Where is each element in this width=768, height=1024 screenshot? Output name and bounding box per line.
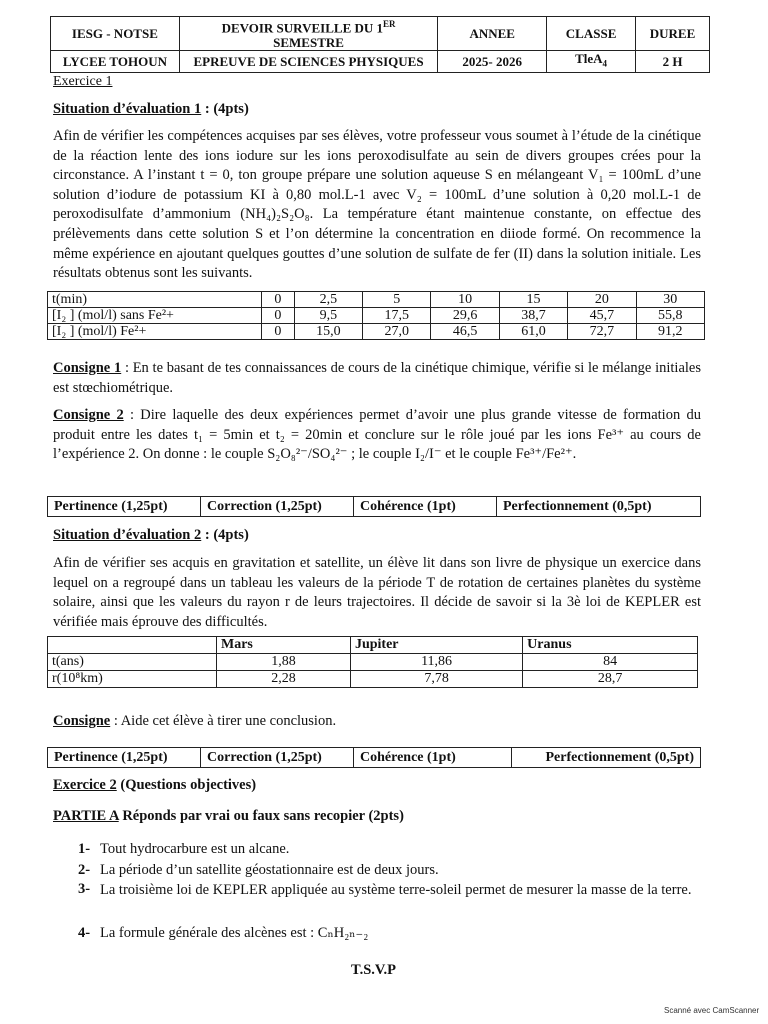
cell: 1,88 bbox=[217, 654, 351, 671]
partie-a-text: Réponds par vrai ou faux sans recopier (2pts) bbox=[118, 808, 404, 824]
cell: 84 bbox=[523, 654, 698, 671]
school-name: IESG - NOTSE bbox=[51, 17, 180, 51]
question-number: 3- bbox=[78, 881, 91, 897]
devoir-main: DEVOIR SURVEILLE DU 1 bbox=[221, 20, 384, 36]
cell: 0 bbox=[262, 324, 295, 340]
criteria-table-2 bbox=[47, 747, 701, 768]
header-table bbox=[50, 16, 710, 73]
criteria-table-1 bbox=[47, 496, 701, 517]
duree-value: 2 H bbox=[636, 51, 710, 73]
cell: 15,0 bbox=[294, 324, 362, 340]
situation1-title bbox=[53, 101, 701, 118]
question-number: 4- bbox=[78, 925, 91, 941]
criterion-perfectionnement: Perfectionnement (0,5pt) bbox=[497, 497, 701, 517]
row-label: [I₂ ] (mol/l) Fe²+ bbox=[48, 324, 262, 340]
classe-sub: 4 bbox=[602, 58, 608, 69]
table-header-row bbox=[48, 637, 698, 654]
question-number: 1- bbox=[78, 841, 91, 857]
table-row bbox=[48, 308, 705, 324]
consigne2-text: : Dire laquelle des deux expériences permet d’avoir une plus grande vitesse de formation du produit entre les dates t₁ = 5min et t₂ = 20min et conclure sur le rôle joué par les ions Fe³⁺ au cours de l’expérience 2. On donne : le couple S₂O₈²⁻/SO₄²⁻ ; le couple I₂/I⁻ et le couple Fe³⁺/Fe²⁺. bbox=[53, 407, 701, 463]
table-row bbox=[48, 292, 705, 308]
question-1 bbox=[78, 839, 698, 859]
exercice2-suffix: (Questions objectives) bbox=[116, 777, 257, 793]
cell: 91,2 bbox=[636, 324, 704, 340]
situation2-label: Situation d’évaluation 2 bbox=[53, 527, 202, 543]
header-cell: Uranus bbox=[523, 637, 698, 654]
cell: 0 bbox=[262, 292, 295, 308]
cell: 10 bbox=[431, 292, 499, 308]
cell: 9,5 bbox=[294, 308, 362, 324]
situation1-paragraph: Afin de vérifier les compétences acquises par ses élèves, votre professeur vous soumet à l’étude de la cinétique de la réaction lente des ions iodure sur les ions peroxodisulfate au sein de divers groupes crées pour la circonstance. A l’instant t = 0, ton groupe prépare une solution aqueuse S en mélangeant V₁ = 100mL d’une solution d’iodure de potassium KI à 0,80 mol.L-1 avec V₂ = 100mL d’une solution à 0,20 mol.L-1 de peroxodisulfate d’ammonium (NH₄)₂S₂O₈. La température étant maintenue constante, on effectue des prélèvements dans cette solution S et l’on détermine la concentration en diiode formé. On recommence la même expérience en ajoutant quelques gouttes d’une solution de sulfate de fer (II) dans la solution initiale. Les résultats obtenus sont les suivants. bbox=[53, 128, 701, 282]
row-label: r(10⁸km) bbox=[48, 671, 217, 688]
cell: 15 bbox=[499, 292, 567, 308]
cell: 2,28 bbox=[217, 671, 351, 688]
devoir-sup: ER bbox=[383, 19, 396, 29]
consigne2-label: Consigne 2 bbox=[53, 407, 124, 423]
consigne1 bbox=[53, 359, 701, 398]
cell: 20 bbox=[568, 292, 636, 308]
cell: 46,5 bbox=[431, 324, 499, 340]
classe-value bbox=[547, 51, 636, 73]
consigne1-text: : En te basant de tes connaissances de cours de la cinétique chimique, vérifie si le mélange initiales est stœchiométrique. bbox=[53, 360, 701, 396]
row-label: [I₂ ] (mol/l) sans Fe²+ bbox=[48, 308, 262, 324]
exercice2-title bbox=[53, 777, 701, 794]
header-cell: Mars bbox=[217, 637, 351, 654]
partie-a-title bbox=[53, 808, 701, 825]
camscanner-watermark: Scanné avec CamScanner bbox=[664, 1006, 760, 1015]
question-text: La période d’un satellite géostationnaire est de deux jours. bbox=[100, 862, 439, 878]
cell: 72,7 bbox=[568, 324, 636, 340]
question-3 bbox=[78, 879, 700, 901]
criterion-coherence: Cohérence (1pt) bbox=[354, 497, 497, 517]
criterion-correction: Correction (1,25pt) bbox=[201, 497, 354, 517]
situation2-title bbox=[53, 527, 701, 544]
table-row bbox=[48, 654, 698, 671]
cell: 5 bbox=[363, 292, 431, 308]
question-number: 2- bbox=[78, 862, 91, 878]
question-text: Tout hydrocarbure est un alcane. bbox=[100, 841, 290, 857]
header-cell bbox=[48, 637, 217, 654]
question-text: La troisième loi de KEPLER appliquée au système terre-soleil permet de mesurer la masse de la terre. bbox=[100, 882, 692, 898]
cell: 30 bbox=[636, 292, 704, 308]
cell: 7,78 bbox=[350, 671, 522, 688]
situation2-paragraph: Afin de vérifier ses acquis en gravitation et satellite, un élève lit dans son livre de physique un exercice dans lequel on a regroupé dans un tableau les valeurs de la période T de rotation de certaines planètes du système solaire, ainsi que les valeurs du rayon r de leurs trajectoires. Il décide de savoir si la 3è loi de KEPLER est vérifiée mais éprouve des difficultés. bbox=[53, 555, 701, 630]
cell: 55,8 bbox=[636, 308, 704, 324]
question-2 bbox=[78, 860, 698, 880]
cell: 61,0 bbox=[499, 324, 567, 340]
consigne3-label: Consigne bbox=[53, 713, 111, 729]
cell: 29,6 bbox=[431, 308, 499, 324]
duree-label: DUREE bbox=[636, 17, 710, 51]
question-text: La formule générale des alcènes est : CₙH₂ₙ₋₂ bbox=[100, 925, 369, 941]
iodine-table bbox=[47, 291, 705, 340]
exercice2-label: Exercice 2 bbox=[53, 777, 117, 793]
row-label: t(ans) bbox=[48, 654, 217, 671]
classe-label: CLASSE bbox=[547, 17, 636, 51]
cell: 38,7 bbox=[499, 308, 567, 324]
consigne1-label: Consigne 1 bbox=[53, 360, 122, 376]
header-cell: Jupiter bbox=[350, 637, 522, 654]
cell: 11,86 bbox=[350, 654, 522, 671]
cell: 27,0 bbox=[363, 324, 431, 340]
consigne3 bbox=[53, 712, 701, 732]
row-label: t(min) bbox=[48, 292, 262, 308]
kepler-table bbox=[47, 636, 698, 688]
cell: 0 bbox=[262, 308, 295, 324]
criterion-perfectionnement: Perfectionnement (0,5pt) bbox=[512, 748, 701, 768]
exercice1-title: Exercice 1 bbox=[53, 74, 113, 89]
partie-a-label: PARTIE A bbox=[53, 808, 119, 824]
situation1-label: Situation d’évaluation 1 bbox=[53, 101, 202, 117]
cell: 28,7 bbox=[523, 671, 698, 688]
criterion-correction: Correction (1,25pt) bbox=[201, 748, 354, 768]
criterion-coherence: Cohérence (1pt) bbox=[354, 748, 512, 768]
epreuve-title: EPREUVE DE SCIENCES PHYSIQUES bbox=[179, 51, 437, 73]
classe-main: TleA bbox=[575, 51, 603, 67]
criterion-pertinence: Pertinence (1,25pt) bbox=[48, 497, 201, 517]
consigne3-text: : Aide cet élève à tirer une conclusion. bbox=[110, 713, 337, 729]
devoir-semestre: SEMESTRE bbox=[273, 35, 344, 51]
table-row bbox=[48, 671, 698, 688]
cell: 2,5 bbox=[294, 292, 362, 308]
table-row bbox=[48, 324, 705, 340]
question-4 bbox=[78, 923, 698, 943]
consigne2 bbox=[53, 406, 701, 465]
annee-label: ANNEE bbox=[438, 17, 547, 51]
lycee-name: LYCEE TOHOUN bbox=[51, 51, 180, 73]
tsvp-label: T.S.V.P bbox=[351, 962, 396, 978]
annee-value: 2025- 2026 bbox=[438, 51, 547, 73]
situation1-points: : (4pts) bbox=[201, 101, 249, 117]
cell: 45,7 bbox=[568, 308, 636, 324]
cell: 17,5 bbox=[363, 308, 431, 324]
situation2-points: : (4pts) bbox=[201, 527, 249, 543]
devoir-title bbox=[179, 17, 437, 51]
criterion-pertinence: Pertinence (1,25pt) bbox=[48, 748, 201, 768]
